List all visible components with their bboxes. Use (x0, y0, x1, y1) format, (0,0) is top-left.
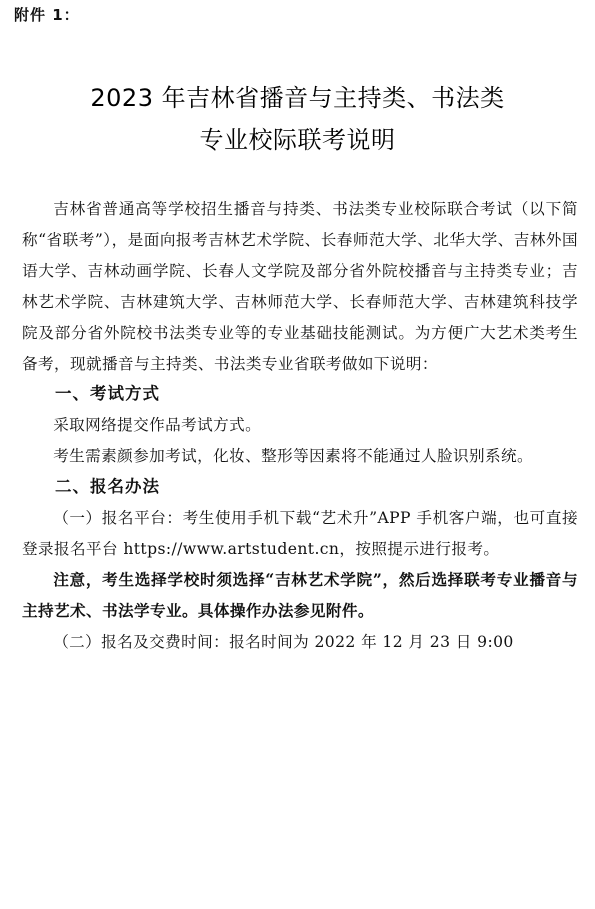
exam-method-paragraph-2: 考生需素颜参加考试，化妆、整形等因素将不能通过人脸识别系统。 (53, 447, 534, 466)
registration-notice-paragraph: 注意，考生选择学校时须选择“吉林艺术学院”，然后选择联考专业播音与主持艺术、书法学专业。具体操作办法参见附件。 (22, 569, 578, 620)
section-heading-exam-method: 一、考试方式 (55, 384, 160, 404)
intro-paragraph: 吉林省普通高等学校招生播音与持类、书法类专业校际联合考试（以下简称“省联考”），是面向报考吉林艺术学院、长春师范大学、北华大学、吉林外国语大学、吉林动画学院、长春人文学院及部分省外院校播音与主持类专业；吉林艺术学院、吉林建筑大学、吉林师范大学、长春师范大学、吉林建筑科技学院及部分省外院校书法类专业等的专业基础技能测试。为方便广大艺术类考生备考，现就播音与主持类、书法类专业省联考做如下说明： (22, 200, 578, 373)
document-body (22, 194, 578, 658)
document-title-line-1: 2023 年吉林省播音与主持类、书法类 (90, 84, 505, 112)
document-title-line-2: 专业校际联考说明 (199, 126, 396, 154)
registration-platform-paragraph: （一）报名平台：考生使用手机下载“艺术升”APP 手机客户端，也可直接登录报名平台 https://www.artstudent.cn，按照提示进行报考。 (22, 509, 578, 558)
exam-method-paragraph-1: 采取网络提交作品考试方式。 (53, 416, 262, 435)
section-heading-registration: 二、报名办法 (55, 477, 160, 497)
registration-time-paragraph: （二）报名及交费时间：报名时间为 2022 年 12 月 23 日 9:00 (53, 632, 514, 651)
attachment-label: 附件 1： (14, 6, 80, 24)
